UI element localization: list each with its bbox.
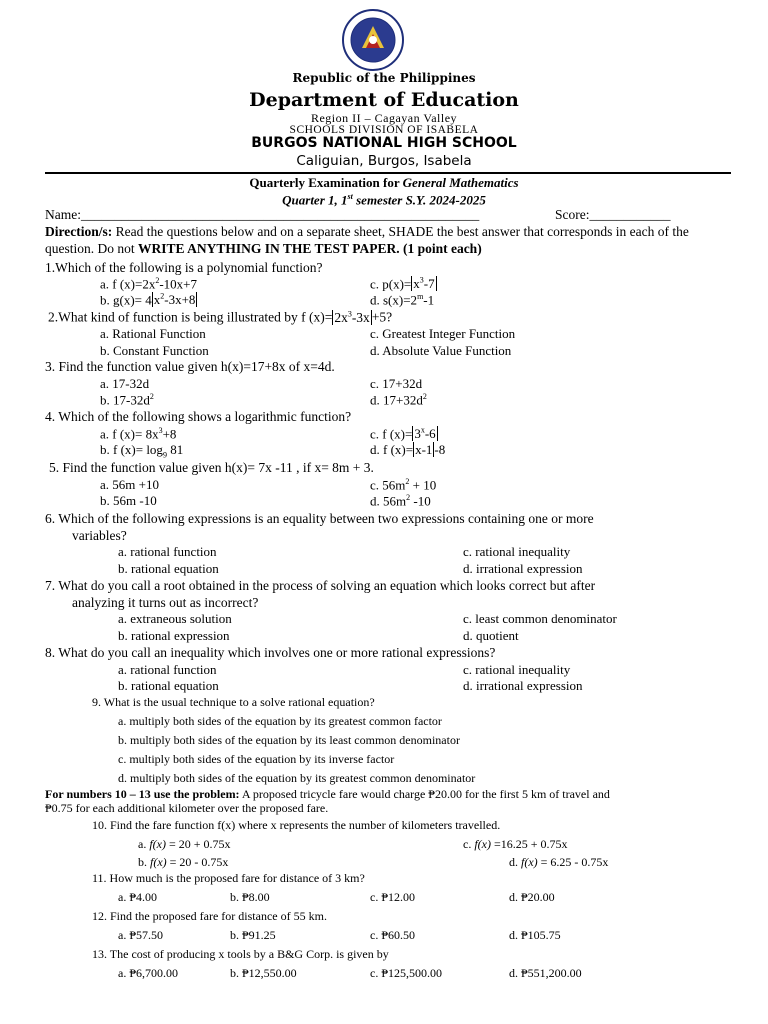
q12-option-a[interactable]: a. ₱57.50: [118, 928, 163, 942]
q9-option-c[interactable]: c. multiply both sides of the equation by its inverse factor: [118, 752, 395, 766]
q7-option-d[interactable]: d. quotient: [463, 628, 519, 643]
question-5: 5. Find the function value given h(x)= 7x -11 , if x= 8m + 3.: [49, 460, 374, 475]
q8-option-d[interactable]: d. irrational expression: [463, 678, 583, 693]
q9-option-a[interactable]: a. multiply both sides of the equation by its greatest common factor: [118, 714, 442, 728]
q4-option-a[interactable]: a. f $(x)= 8x^3+8$: [100, 426, 177, 442]
q6-option-d[interactable]: d. irrational expression: [463, 561, 583, 576]
q1-option-b[interactable]: b. g(x)= 4 $x^2-3x+8$: [100, 292, 196, 308]
republic-line: Republic of the Philippines: [292, 71, 476, 85]
exam-quarter: [0, 192, 768, 208]
directions: [45, 224, 735, 257]
q13-option-d[interactable]: d. ₱551,200.00: [509, 966, 582, 980]
problem-line-2: ₱0.75 for each additional kilometer over the proposed fare.: [45, 801, 329, 815]
region-line: Region II – Cagayan Valley: [310, 111, 458, 125]
q3-option-b[interactable]: b. $17-32d^2$: [100, 392, 154, 408]
question-3: 3. Find the function value given h(x)=17+8x of x=4d.: [45, 359, 335, 374]
q13-option-b[interactable]: b. ₱12,550.00: [230, 966, 297, 980]
q3-option-d[interactable]: d. $17+32d^2$: [370, 392, 427, 408]
q10-option-a[interactable]: a. f(x) = 20 + 0.75x: [138, 837, 231, 851]
q8-option-b[interactable]: b. rational equation: [118, 678, 219, 693]
q5-option-a[interactable]: a. 56m +10: [100, 477, 159, 492]
q4-option-b[interactable]: b. f $(x)= \log_9 81$: [100, 442, 184, 460]
problem-line-1: [45, 787, 610, 802]
q2-option-a[interactable]: a. Rational Function: [100, 326, 206, 341]
question-6: 6. Which of the following expressions is an equality between two expressions containing one or more: [45, 511, 594, 526]
q13-option-c[interactable]: c. ₱125,500.00: [370, 966, 442, 980]
q4-option-c[interactable]: c. f $(x)= 3^x-6$: [370, 426, 436, 442]
q11-option-b[interactable]: b. ₱8.00: [230, 890, 270, 904]
q11-option-c[interactable]: c. ₱12.00: [370, 890, 415, 904]
q13-option-a[interactable]: a. ₱6,700.00: [118, 966, 178, 980]
q6-option-a[interactable]: a. rational function: [118, 544, 217, 559]
q3-option-a[interactable]: a. 17-32d: [100, 376, 150, 391]
question-11: 11. How much is the proposed fare for distance of 3 km?: [92, 871, 365, 885]
q5-option-b[interactable]: b. 56m -10: [100, 493, 157, 508]
question-2: 2.What kind of function is being illustrated by f $(x)= 2x^3-3x +5$?: [48, 309, 393, 325]
q11-option-d[interactable]: d. ₱20.00: [509, 890, 555, 904]
q1-option-c[interactable]: c. $p(x)= x^3-7$: [370, 276, 435, 292]
q6-option-b[interactable]: b. rational equation: [118, 561, 219, 576]
question-10: 10. Find the fare function f(x) where x represents the number of kilometers travelled.: [92, 818, 501, 832]
q10-option-d[interactable]: d. f(x) = 6.25 - 0.75x: [509, 855, 609, 869]
question-12: 12. Find the proposed fare for distance of 55 km.: [92, 909, 327, 923]
question-9: 9. What is the usual technique to a solve rational equation?: [92, 695, 375, 709]
q12-option-d[interactable]: d. ₱105.75: [509, 928, 561, 942]
q7-option-c[interactable]: c. least common denominator: [463, 611, 617, 626]
exam-title-prefix: Quarterly Examination for: [249, 175, 400, 190]
q7-option-b[interactable]: b. rational expression: [118, 628, 230, 643]
q1-option-a[interactable]: a. f $(x)=2x^2-10x+7$: [100, 276, 198, 292]
question-4: 4. Which of the following shows a logarithmic function?: [45, 409, 352, 424]
q5-option-c[interactable]: c. $56m^2 + 10$: [370, 477, 437, 493]
question-1: 1.Which of the following is a polynomial function?: [45, 260, 323, 275]
exam-quarter-suffix: semester S.Y. 2024-2025: [356, 192, 486, 208]
q6-option-c[interactable]: c. rational inequality: [463, 544, 571, 559]
q7-option-a[interactable]: a. extraneous solution: [118, 611, 232, 626]
header-divider: [45, 172, 731, 174]
department-title: Department of Education: [249, 89, 519, 111]
q11-option-a[interactable]: a. ₱4.00: [118, 890, 157, 904]
problem-label: For numbers 10 – 13 use the problem:: [45, 787, 240, 801]
q8-option-c[interactable]: c. rational inequality: [463, 662, 571, 677]
question-2-text: 2.What kind of function is being illustrated by f (x)=: [48, 309, 333, 325]
q9-option-d[interactable]: d. multiply both sides of the equation by its greatest common denominator: [118, 771, 476, 785]
question-8: 8. What do you call an inequality which involves one or more rational expressions?: [45, 645, 496, 660]
exam-subject: General Mathematics: [402, 175, 519, 190]
q12-option-c[interactable]: c. ₱60.50: [370, 928, 415, 942]
q10-option-b[interactable]: b. f(x) = 20 - 0.75x: [138, 855, 229, 869]
exam-quarter-prefix: Quarter 1, 1: [282, 192, 348, 208]
problem-text-1: A proposed tricycle fare would charge ₱20.00 for the first 5 km of travel and: [241, 787, 610, 801]
q10-option-c[interactable]: c. f(x) =16.25 + 0.75x: [463, 837, 568, 851]
q2-option-d[interactable]: d. Absolute Value Function: [370, 343, 512, 358]
q5-option-d[interactable]: d. $56m^2$ -10: [370, 493, 431, 509]
question-6-cont: variables?: [72, 528, 127, 543]
q1-option-d[interactable]: d. $s(x)=2^m-1$: [370, 292, 435, 308]
name-field[interactable]: Name:___________________________________________________________: [45, 207, 480, 222]
q9-option-b[interactable]: b. multiply both sides of the equation by its least common denominator: [118, 733, 460, 747]
q2-option-c[interactable]: c. Greatest Integer Function: [370, 326, 516, 341]
question-2-tail: +5?: [371, 309, 393, 325]
division-line: SCHOOLS DIVISION OF ISABELA: [289, 124, 479, 136]
directions-bold: WRITE ANYTHING IN THE TEST PAPER. (1 point each): [138, 240, 482, 256]
exam-title: [0, 175, 768, 191]
question-7-cont: analyzing it turns out as incorrect?: [72, 595, 259, 610]
question-7: 7. What do you call a root obtained in the process of solving an equation which looks correct but after: [45, 578, 596, 593]
deped-seal-logo: [338, 8, 408, 72]
q4-option-d[interactable]: d. f (x)= x-1 -8: [370, 442, 446, 457]
question-13: 13. The cost of producing x tools by a B&G Corp. is given by: [92, 947, 389, 961]
score-field[interactable]: Score:____________: [555, 207, 671, 222]
directions-label: Direction/s:: [45, 224, 113, 239]
school-location: Caliguian, Burgos, Isabela: [296, 153, 472, 169]
exam-quarter-sup: st: [347, 192, 353, 201]
q12-option-b[interactable]: b. ₱91.25: [230, 928, 276, 942]
school-name: BURGOS NATIONAL HIGH SCHOOL: [251, 135, 517, 151]
q8-option-a[interactable]: a. rational function: [118, 662, 217, 677]
q2-option-b[interactable]: b. Constant Function: [100, 343, 209, 358]
q3-option-c[interactable]: c. 17+32d: [370, 376, 423, 391]
directions-text: Read the questions below and on a separate sheet, SHADE the best answer that corresponds in each of the question. Do not: [45, 224, 689, 256]
